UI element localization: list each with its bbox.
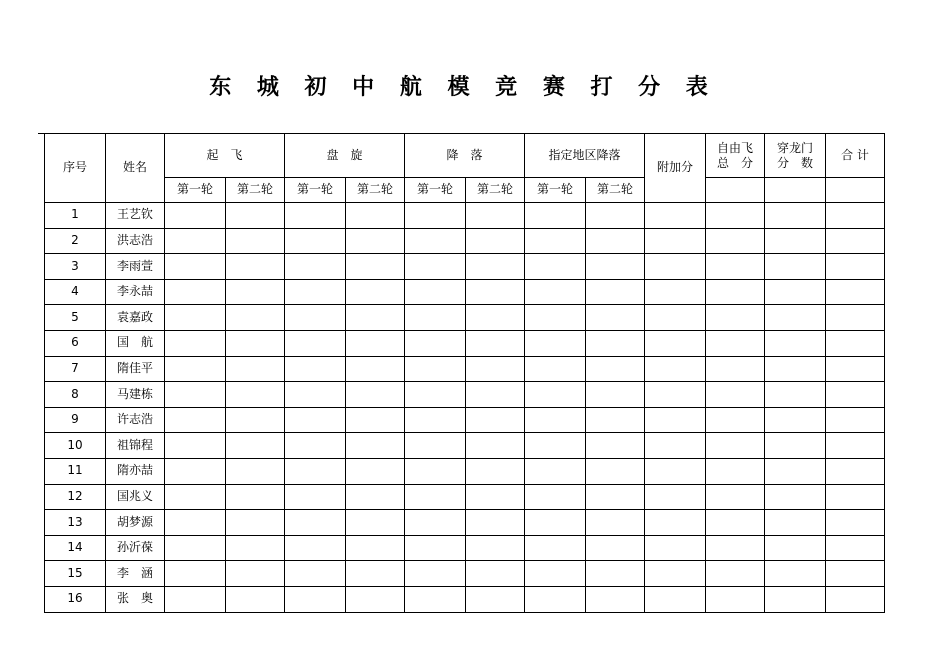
score-cell[interactable] (226, 203, 285, 229)
score-cell[interactable] (645, 458, 706, 484)
table-row (45, 484, 885, 510)
score-cell[interactable] (285, 535, 346, 561)
row-name: 隋亦喆 (106, 458, 165, 484)
table-row (45, 228, 885, 254)
table-row (45, 458, 885, 484)
score-cell[interactable] (346, 203, 405, 229)
score-cell[interactable] (466, 382, 525, 408)
header-name: 姓名 (106, 134, 165, 203)
score-cell[interactable] (165, 484, 226, 510)
score-cell[interactable] (826, 330, 885, 356)
score-cell[interactable] (706, 254, 765, 280)
score-cell[interactable] (645, 382, 706, 408)
score-cell[interactable] (826, 458, 885, 484)
score-cell[interactable] (466, 305, 525, 331)
score-cell[interactable] (346, 382, 405, 408)
header-row-1 (45, 134, 885, 178)
score-cell[interactable] (525, 356, 586, 382)
score-cell[interactable] (466, 433, 525, 459)
score-cell[interactable] (285, 484, 346, 510)
score-cell[interactable] (826, 407, 885, 433)
header-landing: 降 落 (405, 134, 525, 178)
score-cell[interactable] (645, 407, 706, 433)
score-cell[interactable] (466, 203, 525, 229)
score-cell[interactable] (466, 330, 525, 356)
score-cell[interactable] (826, 586, 885, 612)
score-cell[interactable] (285, 305, 346, 331)
score-cell[interactable] (285, 561, 346, 587)
score-cell[interactable] (346, 407, 405, 433)
score-cell[interactable] (165, 433, 226, 459)
score-cell[interactable] (226, 305, 285, 331)
score-cell[interactable] (525, 458, 586, 484)
score-cell[interactable] (226, 484, 285, 510)
score-cell[interactable] (346, 484, 405, 510)
score-cell[interactable] (346, 228, 405, 254)
score-cell[interactable] (285, 407, 346, 433)
score-cell[interactable] (405, 305, 466, 331)
score-cell[interactable] (765, 203, 826, 229)
row-seq: 8 (45, 382, 106, 408)
row-seq: 4 (45, 279, 106, 305)
row-seq: 12 (45, 484, 106, 510)
score-cell[interactable] (765, 279, 826, 305)
score-cell[interactable] (525, 586, 586, 612)
score-cell[interactable] (165, 330, 226, 356)
score-cell[interactable] (586, 535, 645, 561)
table-row (45, 407, 885, 433)
score-cell[interactable] (405, 586, 466, 612)
score-cell[interactable] (226, 535, 285, 561)
score-cell[interactable] (765, 305, 826, 331)
score-cell[interactable] (405, 279, 466, 305)
row-name: 国兆义 (106, 484, 165, 510)
score-cell[interactable] (405, 561, 466, 587)
score-cell[interactable] (405, 407, 466, 433)
score-cell[interactable] (226, 254, 285, 280)
header-row-2 (45, 178, 885, 203)
score-cell[interactable] (165, 535, 226, 561)
score-cell[interactable] (525, 305, 586, 331)
score-cell[interactable] (765, 356, 826, 382)
score-cell[interactable] (645, 510, 706, 536)
score-cell[interactable] (165, 228, 226, 254)
header-target-round2: 第二轮 (586, 178, 645, 203)
score-cell[interactable] (586, 433, 645, 459)
score-cell[interactable] (586, 305, 645, 331)
row-name: 李永喆 (106, 279, 165, 305)
score-cell[interactable] (285, 382, 346, 408)
header-free-flight-total (706, 134, 765, 178)
row-name: 袁嘉政 (106, 305, 165, 331)
score-cell[interactable] (645, 254, 706, 280)
score-cell[interactable] (826, 535, 885, 561)
score-cell[interactable] (765, 458, 826, 484)
row-name: 马建栋 (106, 382, 165, 408)
score-cell[interactable] (765, 330, 826, 356)
row-seq: 13 (45, 510, 106, 536)
row-name: 胡梦源 (106, 510, 165, 536)
row-name: 隋佳平 (106, 356, 165, 382)
score-cell[interactable] (706, 305, 765, 331)
header-takeoff-round2: 第二轮 (226, 178, 285, 203)
score-cell[interactable] (586, 407, 645, 433)
score-cell[interactable] (586, 254, 645, 280)
score-cell[interactable] (586, 279, 645, 305)
score-cell[interactable] (346, 356, 405, 382)
score-cell[interactable] (645, 305, 706, 331)
header-circle-round2: 第二轮 (346, 178, 405, 203)
row-seq: 11 (45, 458, 106, 484)
score-cell[interactable] (706, 586, 765, 612)
score-cell[interactable] (525, 510, 586, 536)
score-cell[interactable] (706, 433, 765, 459)
score-cell[interactable] (165, 382, 226, 408)
score-cell[interactable] (525, 382, 586, 408)
score-cell[interactable] (466, 510, 525, 536)
table-row (45, 433, 885, 459)
total-subcell (826, 178, 885, 203)
score-cell[interactable] (226, 228, 285, 254)
header-dragon-gate-line2: 分 数 (776, 155, 813, 170)
score-cell[interactable] (226, 330, 285, 356)
score-cell[interactable] (645, 279, 706, 305)
score-cell[interactable] (525, 279, 586, 305)
score-cell[interactable] (586, 228, 645, 254)
score-cell[interactable] (285, 458, 346, 484)
score-cell[interactable] (826, 305, 885, 331)
header-free-flight-line2: 总 分 (716, 155, 753, 170)
row-seq: 10 (45, 433, 106, 459)
score-cell[interactable] (765, 407, 826, 433)
table-row (45, 305, 885, 331)
score-cell[interactable] (826, 356, 885, 382)
row-seq: 2 (45, 228, 106, 254)
score-cell[interactable] (826, 561, 885, 587)
score-cell[interactable] (405, 458, 466, 484)
score-cell[interactable] (285, 330, 346, 356)
score-cell[interactable] (706, 356, 765, 382)
score-cell[interactable] (525, 433, 586, 459)
score-cell[interactable] (285, 510, 346, 536)
score-cell[interactable] (586, 330, 645, 356)
score-cell[interactable] (165, 305, 226, 331)
score-cell[interactable] (645, 561, 706, 587)
row-name: 国 航 (106, 330, 165, 356)
score-cell[interactable] (525, 407, 586, 433)
row-seq: 3 (45, 254, 106, 280)
score-cell[interactable] (765, 228, 826, 254)
table-row (45, 561, 885, 587)
score-cell[interactable] (706, 458, 765, 484)
score-cell[interactable] (826, 254, 885, 280)
score-cell[interactable] (645, 330, 706, 356)
header-circle-round1: 第一轮 (285, 178, 346, 203)
header-target-landing: 指定地区降落 (525, 134, 645, 178)
score-cell[interactable] (285, 228, 346, 254)
score-cell[interactable] (346, 330, 405, 356)
score-cell[interactable] (165, 356, 226, 382)
score-cell[interactable] (405, 510, 466, 536)
header-target-round1: 第一轮 (525, 178, 586, 203)
row-name: 孙沂葆 (106, 535, 165, 561)
table-row (45, 254, 885, 280)
score-cell[interactable] (525, 228, 586, 254)
score-cell[interactable] (466, 254, 525, 280)
score-cell[interactable] (466, 535, 525, 561)
score-cell[interactable] (466, 561, 525, 587)
score-cell[interactable] (826, 203, 885, 229)
score-cell[interactable] (586, 561, 645, 587)
score-cell[interactable] (765, 561, 826, 587)
score-cell[interactable] (226, 382, 285, 408)
header-circle: 盘 旋 (285, 134, 405, 178)
score-cell[interactable] (165, 407, 226, 433)
score-cell[interactable] (226, 586, 285, 612)
table-row (45, 510, 885, 536)
header-dragon-gate-line1: 穿龙门 (776, 140, 813, 155)
score-cell[interactable] (826, 228, 885, 254)
score-cell[interactable] (586, 458, 645, 484)
score-cell[interactable] (285, 279, 346, 305)
header-takeoff-round1: 第一轮 (165, 178, 226, 203)
score-cell[interactable] (525, 484, 586, 510)
score-cell[interactable] (706, 484, 765, 510)
table-row (45, 586, 885, 612)
score-cell[interactable] (226, 458, 285, 484)
score-cell[interactable] (706, 382, 765, 408)
score-cell[interactable] (586, 484, 645, 510)
header-dragon-gate-score (765, 134, 826, 178)
score-cell[interactable] (525, 561, 586, 587)
row-name: 张 奥 (106, 586, 165, 612)
row-seq: 16 (45, 586, 106, 612)
table-row (45, 382, 885, 408)
score-cell[interactable] (346, 561, 405, 587)
score-cell[interactable] (346, 279, 405, 305)
score-cell[interactable] (405, 356, 466, 382)
dragon-gate-subcell (765, 178, 826, 203)
header-takeoff: 起 飞 (165, 134, 285, 178)
score-cell[interactable] (826, 510, 885, 536)
score-cell[interactable] (165, 458, 226, 484)
score-cell[interactable] (765, 586, 826, 612)
score-cell[interactable] (586, 203, 645, 229)
score-cell[interactable] (706, 561, 765, 587)
row-name: 祖锦程 (106, 433, 165, 459)
score-cell[interactable] (226, 510, 285, 536)
score-cell[interactable] (765, 254, 826, 280)
score-cell[interactable] (165, 254, 226, 280)
page-title: 东 城 初 中 航 模 竞 赛 打 分 表 (209, 75, 717, 100)
score-cell[interactable] (285, 433, 346, 459)
score-cell[interactable] (645, 356, 706, 382)
score-cell[interactable] (765, 433, 826, 459)
row-name: 王艺钦 (106, 203, 165, 229)
score-cell[interactable] (405, 228, 466, 254)
score-cell[interactable] (285, 586, 346, 612)
row-seq: 6 (45, 330, 106, 356)
score-cell[interactable] (765, 510, 826, 536)
score-cell[interactable] (226, 433, 285, 459)
score-cell[interactable] (706, 510, 765, 536)
score-cell[interactable] (466, 458, 525, 484)
score-cell[interactable] (405, 535, 466, 561)
score-cell[interactable] (285, 356, 346, 382)
score-cell[interactable] (226, 279, 285, 305)
score-cell[interactable] (525, 535, 586, 561)
score-cell[interactable] (346, 433, 405, 459)
table-row (45, 279, 885, 305)
score-cell[interactable] (645, 228, 706, 254)
header-total: 合 计 (826, 134, 885, 178)
table-row (45, 330, 885, 356)
score-cell[interactable] (165, 510, 226, 536)
score-cell[interactable] (645, 586, 706, 612)
score-cell[interactable] (706, 407, 765, 433)
score-cell[interactable] (466, 279, 525, 305)
score-cell[interactable] (706, 279, 765, 305)
score-cell[interactable] (226, 356, 285, 382)
row-seq: 14 (45, 535, 106, 561)
header-landing-round1: 第一轮 (405, 178, 466, 203)
score-cell[interactable] (346, 458, 405, 484)
score-cell[interactable] (826, 433, 885, 459)
score-cell[interactable] (645, 484, 706, 510)
score-cell[interactable] (706, 203, 765, 229)
score-cell[interactable] (586, 356, 645, 382)
score-cell[interactable] (466, 586, 525, 612)
table-row (45, 356, 885, 382)
score-cell[interactable] (765, 484, 826, 510)
score-cell[interactable] (226, 407, 285, 433)
score-cell[interactable] (586, 586, 645, 612)
score-cell[interactable] (405, 484, 466, 510)
score-cell[interactable] (645, 535, 706, 561)
header-bonus: 附加分 (645, 134, 706, 203)
row-seq: 1 (45, 203, 106, 229)
score-cell[interactable] (586, 510, 645, 536)
table-row (45, 535, 885, 561)
row-seq: 9 (45, 407, 106, 433)
score-cell[interactable] (165, 203, 226, 229)
table-row (45, 203, 885, 229)
score-cell[interactable] (405, 382, 466, 408)
score-cell[interactable] (405, 203, 466, 229)
score-cell[interactable] (645, 203, 706, 229)
score-cell[interactable] (826, 279, 885, 305)
score-cell[interactable] (226, 561, 285, 587)
score-cell[interactable] (466, 228, 525, 254)
score-cell[interactable] (405, 254, 466, 280)
score-cell[interactable] (466, 407, 525, 433)
score-cell[interactable] (466, 356, 525, 382)
score-cell[interactable] (165, 586, 226, 612)
score-table (44, 133, 885, 613)
score-cell[interactable] (346, 586, 405, 612)
score-cell[interactable] (346, 305, 405, 331)
score-cell[interactable] (405, 433, 466, 459)
score-cell[interactable] (165, 561, 226, 587)
row-seq: 7 (45, 356, 106, 382)
score-cell[interactable] (346, 254, 405, 280)
score-cell[interactable] (405, 330, 466, 356)
header-landing-round2: 第二轮 (466, 178, 525, 203)
score-cell[interactable] (706, 330, 765, 356)
score-cell[interactable] (765, 535, 826, 561)
score-cell[interactable] (525, 203, 586, 229)
score-cell[interactable] (346, 535, 405, 561)
row-seq: 15 (45, 561, 106, 587)
header-seq: 序号 (45, 134, 106, 203)
score-cell[interactable] (826, 484, 885, 510)
score-cell[interactable] (525, 330, 586, 356)
score-cell[interactable] (525, 254, 586, 280)
score-cell[interactable] (285, 254, 346, 280)
score-cell[interactable] (826, 382, 885, 408)
row-name: 洪志浩 (106, 228, 165, 254)
row-name: 李 涵 (106, 561, 165, 587)
score-cell[interactable] (165, 279, 226, 305)
header-free-flight-line1: 自由飞 (716, 140, 753, 155)
score-cell[interactable] (645, 433, 706, 459)
score-cell[interactable] (765, 382, 826, 408)
row-name: 许志浩 (106, 407, 165, 433)
free-flight-subcell (706, 178, 765, 203)
score-cell[interactable] (285, 203, 346, 229)
score-cell[interactable] (706, 228, 765, 254)
row-name: 李雨萱 (106, 254, 165, 280)
score-cell[interactable] (466, 484, 525, 510)
score-cell[interactable] (346, 510, 405, 536)
score-cell[interactable] (706, 535, 765, 561)
score-cell[interactable] (586, 382, 645, 408)
row-seq: 5 (45, 305, 106, 331)
